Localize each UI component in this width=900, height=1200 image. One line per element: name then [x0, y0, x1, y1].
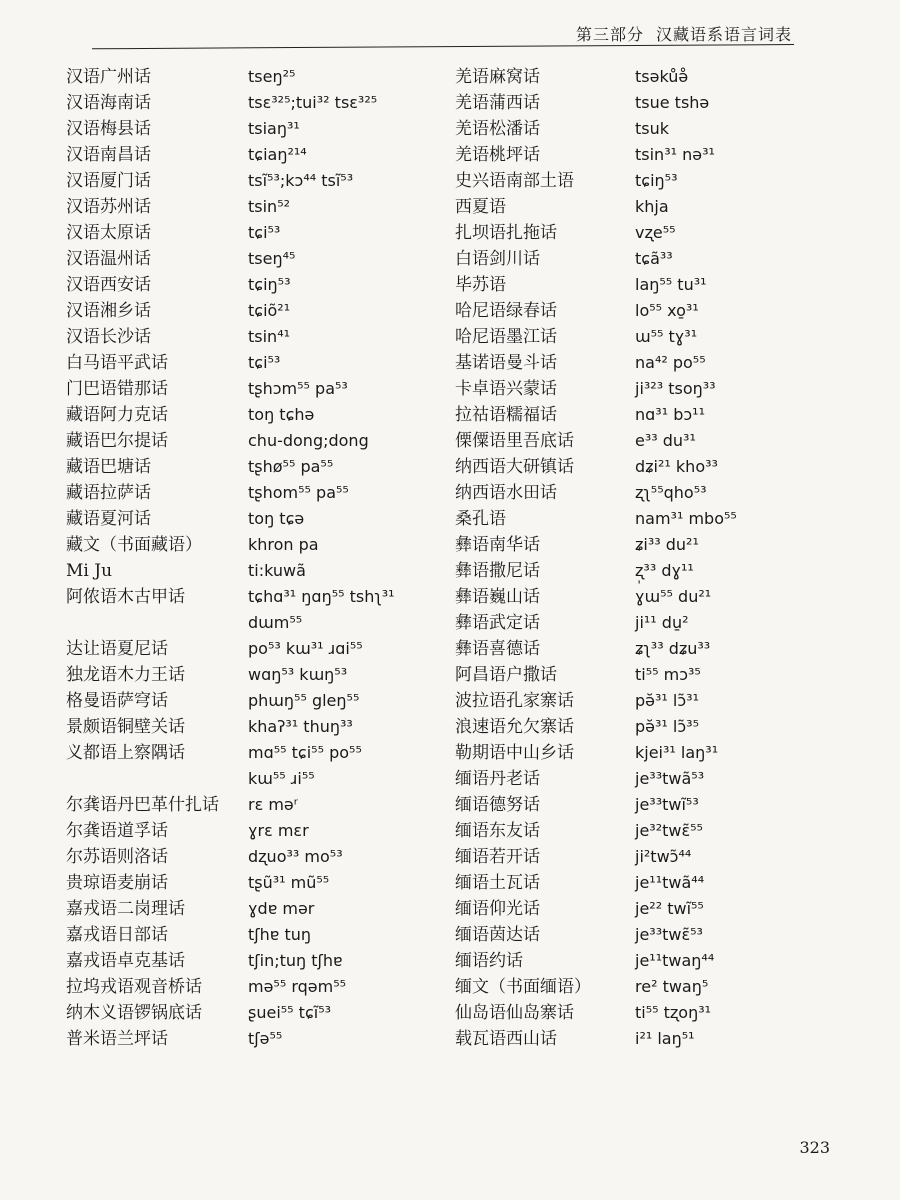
word-form: tʂhø⁵⁵ pa⁵⁵: [248, 457, 334, 476]
word-entry: [66, 584, 436, 636]
word-form: tʃin;tuŋ tʃhɐ: [248, 951, 343, 970]
word-form: ji²twɔ̃⁴⁴: [635, 847, 692, 866]
word-form: ti⁵⁵ mɔ³⁵: [635, 665, 701, 684]
language-name: 独龙语木力王话: [66, 665, 185, 685]
word-form: tseŋ⁴⁵: [248, 249, 296, 268]
word-entry: [66, 532, 436, 558]
word-entry: [66, 350, 436, 376]
word-form: ɣrɛ mɛr: [248, 821, 309, 840]
language-name: 白语剑川话: [455, 249, 540, 269]
word-form: tɕi⁵³: [248, 223, 281, 242]
word-form: tsin⁴¹: [248, 327, 291, 346]
word-entry: [455, 896, 855, 922]
language-name: 汉语温州话: [66, 249, 151, 269]
word-entry: [455, 480, 855, 506]
header-title: 汉藏语系语言词表: [655, 25, 792, 44]
word-entry: [66, 168, 436, 194]
language-name: 缅语若开话: [455, 847, 540, 867]
language-name: 义都语上察隅话: [66, 743, 185, 763]
word-entry: [66, 922, 436, 948]
language-name: 彝语武定话: [455, 613, 540, 633]
language-name: 西夏语: [455, 197, 506, 217]
word-form: tsiaŋ³¹: [248, 119, 300, 138]
word-entry: [66, 376, 436, 402]
word-entry: [455, 532, 855, 558]
word-form: toŋ tɕhə: [248, 405, 315, 424]
language-name: 景颇语铜壁关话: [66, 717, 185, 737]
word-form: tsin⁵²: [248, 197, 291, 216]
language-name: 基诺语曼斗话: [455, 353, 557, 373]
word-entry: [455, 220, 855, 246]
language-name: 载瓦语西山话: [455, 1029, 557, 1049]
language-name: 汉语梅县话: [66, 119, 151, 139]
word-entry: [455, 818, 855, 844]
word-form: phɯŋ⁵⁵ gleŋ⁵⁵: [248, 691, 360, 710]
word-entry: [455, 844, 855, 870]
language-name: 彝语撒尼话: [455, 561, 540, 581]
language-name: 缅语丹老话: [455, 769, 540, 789]
language-name: 尔龚语道孚话: [66, 821, 168, 841]
right-column: [455, 64, 855, 1052]
word-entry: [66, 64, 436, 90]
word-entry: [455, 142, 855, 168]
language-name: 尔苏语则洛话: [66, 847, 168, 867]
word-form: laŋ⁵⁵ tu³¹: [635, 275, 707, 294]
header-rule: [92, 44, 794, 49]
language-name: 汉语长沙话: [66, 327, 151, 347]
word-entry: [455, 558, 855, 584]
word-form: chu-dong;dong: [248, 431, 369, 450]
word-entry: [455, 636, 855, 662]
language-name: 阿侬语木古甲话: [66, 587, 185, 607]
word-form: ji³²³ tsoŋ³³: [635, 379, 716, 398]
word-entry: [455, 610, 855, 636]
language-name: 仙岛语仙岛寨话: [455, 1003, 574, 1023]
word-form: lo⁵⁵ xo̱³¹: [635, 301, 699, 320]
word-form: je³²twɛ̃⁵⁵: [635, 821, 703, 840]
word-form: mɑ⁵⁵ tɕi⁵⁵ po⁵⁵ kɯ⁵⁵ ɹi⁵⁵: [248, 743, 362, 788]
language-name: 嘉戎语二岗理话: [66, 899, 185, 919]
language-name: 贵琼语麦崩话: [66, 873, 168, 893]
word-entry: [66, 402, 436, 428]
word-form: po⁵³ kɯ³¹ ɹɑi⁵⁵: [248, 639, 363, 658]
word-entry: [66, 194, 436, 220]
word-entry: [66, 428, 436, 454]
word-form: rɛ məʳ: [248, 795, 298, 814]
language-name: 缅语茵达话: [455, 925, 540, 945]
word-form: tɕiaŋ²¹⁴: [248, 145, 307, 164]
language-name: 哈尼语墨江话: [455, 327, 557, 347]
language-name: 藏语拉萨话: [66, 483, 151, 503]
word-form: ti⁵⁵ tʐoŋ³¹: [635, 1003, 712, 1022]
word-form: tseŋ²⁵: [248, 67, 296, 86]
word-form: nam³¹ mbo⁵⁵: [635, 509, 737, 528]
word-entry: [455, 246, 855, 272]
language-name: 汉语厦门话: [66, 171, 151, 191]
language-name: 嘉戎语日部话: [66, 925, 168, 945]
language-name: 傈僳语里吾底话: [455, 431, 574, 451]
language-name: 桑孔语: [455, 509, 506, 529]
language-name: 缅语仰光话: [455, 899, 540, 919]
page-number: 323: [799, 1138, 830, 1157]
language-name: 缅语土瓦话: [455, 873, 540, 893]
word-entry: [66, 90, 436, 116]
word-form: ɣdɐ mər: [248, 899, 315, 918]
word-form: tɕiŋ⁵³: [248, 275, 291, 294]
header-part: 第三部分: [575, 25, 644, 44]
word-form: ɣɯ⁵⁵ du²¹: [635, 587, 712, 606]
word-entry: [66, 792, 436, 818]
word-form: je²² twĩ⁵⁵: [635, 899, 704, 918]
language-name: 汉语湘乡话: [66, 301, 151, 321]
word-form: kjei³¹ laŋ³¹: [635, 743, 719, 762]
word-form: tʂhɔm⁵⁵ pa⁵³: [248, 379, 348, 398]
language-name: 羌语麻窝话: [455, 67, 540, 87]
word-entry: [66, 896, 436, 922]
word-form: nɑ³¹ bɔ¹¹: [635, 405, 705, 424]
word-form: je¹¹twã⁴⁴: [635, 873, 705, 892]
left-column: [66, 64, 436, 1052]
word-entry: [455, 766, 855, 792]
word-form: tʂhom⁵⁵ pa⁵⁵: [248, 483, 349, 502]
word-entry: [66, 272, 436, 298]
language-name: 达让语夏尼话: [66, 639, 168, 659]
word-entry: [455, 922, 855, 948]
word-form: tsɛ³²⁵;tui³² tsɛ³²⁵: [248, 93, 378, 112]
word-entry: [66, 870, 436, 896]
word-form: tʂũ³¹ mũ⁵⁵: [248, 873, 330, 892]
word-form: je¹¹twaŋ⁴⁴: [635, 951, 715, 970]
word-form: tsuk: [635, 119, 670, 138]
language-name: 普米语兰坪话: [66, 1029, 168, 1049]
language-name: 藏语阿力克话: [66, 405, 168, 425]
language-name: 波拉语孔家寨话: [455, 691, 574, 711]
word-entry: [66, 142, 436, 168]
word-form: pə̆³¹ lɔ̃³¹: [635, 691, 699, 710]
word-entry: [66, 454, 436, 480]
word-form: ɯ⁵⁵ tɣ³¹: [635, 327, 698, 346]
word-entry: [66, 220, 436, 246]
word-entry: [455, 64, 855, 90]
language-name: 汉语西安话: [66, 275, 151, 295]
language-name: 彝语南华话: [455, 535, 540, 555]
word-entry: [455, 974, 855, 1000]
language-name: 毕苏语: [455, 275, 506, 295]
word-form: tɕiõ²¹: [248, 301, 291, 320]
language-name: 卡卓语兴蒙话: [455, 379, 557, 399]
language-name: 汉语苏州话: [66, 197, 151, 217]
word-form: tʃə⁵⁵: [248, 1029, 283, 1048]
word-form: khja: [635, 197, 669, 216]
word-form: toŋ tɕə: [248, 509, 305, 528]
word-form: na⁴² po⁵⁵: [635, 353, 706, 372]
word-form: tsin³¹ nə³¹: [635, 145, 715, 164]
word-form: dʐuo³³ mo⁵³: [248, 847, 343, 866]
language-name: 藏文（书面藏语）: [66, 535, 202, 555]
word-form: mə⁵⁵ rqəm⁵⁵: [248, 977, 347, 996]
language-name: 浪速语允欠寨话: [455, 717, 574, 737]
language-name: 纳西语水田话: [455, 483, 557, 503]
language-name: 勒期语中山乡话: [455, 743, 574, 763]
word-entry: [455, 194, 855, 220]
word-form: je³³twĩ⁵³: [635, 795, 699, 814]
running-header: [576, 22, 792, 45]
word-form: ʐʅ⁵⁵qho⁵³: [635, 483, 707, 502]
word-entry: [66, 636, 436, 662]
word-form: ʂuei⁵⁵ tɕĩ⁵³: [248, 1003, 332, 1022]
word-entry: [455, 168, 855, 194]
word-form: ʑi³³ du²¹: [635, 535, 699, 554]
word-entry: [455, 116, 855, 142]
word-entry: [455, 428, 855, 454]
language-name: 拉坞戎语观音桥话: [66, 977, 202, 997]
word-entry: [455, 350, 855, 376]
language-name: 藏语巴塘话: [66, 457, 151, 477]
language-name: 尔龚语丹巴革什扎话: [66, 795, 219, 815]
word-form: tʃhɐ tuŋ: [248, 925, 312, 944]
language-name: 缅语德努话: [455, 795, 540, 815]
language-name: 缅文（书面缅语）: [455, 977, 591, 997]
word-form: vʐe⁵⁵: [635, 223, 676, 242]
language-name: 汉语南昌话: [66, 145, 151, 165]
word-form: tɕiŋ⁵³: [635, 171, 678, 190]
word-form: tsəkůə̊: [635, 67, 689, 86]
word-entry: [455, 740, 855, 766]
word-entry: [66, 714, 436, 740]
word-entry: [66, 688, 436, 714]
language-name: 藏语夏河话: [66, 509, 151, 529]
language-name: 缅语东友话: [455, 821, 540, 841]
word-entry: [66, 844, 436, 870]
word-entry: [66, 480, 436, 506]
word-entry: [66, 662, 436, 688]
language-name: 羌语蒲西话: [455, 93, 540, 113]
word-form: dʑi²¹ kho³³: [635, 457, 718, 476]
word-entry: [455, 90, 855, 116]
word-form: ji¹¹ du̱²: [635, 613, 689, 632]
word-entry: [66, 558, 436, 584]
language-name: 嘉戎语卓克基话: [66, 951, 185, 971]
language-name: 羌语桃坪话: [455, 145, 540, 165]
language-name: 彝语巍山话: [455, 587, 540, 607]
language-name: 史兴语南部土语: [455, 171, 574, 191]
word-entry: [455, 376, 855, 402]
word-form: i²¹ laŋ⁵¹: [635, 1029, 695, 1048]
word-entry: [455, 454, 855, 480]
word-entry: [66, 1000, 436, 1026]
language-name: 门巴语错那话: [66, 379, 168, 399]
language-name: 汉语太原话: [66, 223, 151, 243]
word-entry: [66, 740, 436, 792]
language-name: 阿昌语户撒话: [455, 665, 557, 685]
word-entry: [66, 818, 436, 844]
language-name: 纳木义语锣锅底话: [66, 1003, 202, 1023]
word-entry: [66, 246, 436, 272]
word-entry: [455, 714, 855, 740]
word-entry: [66, 324, 436, 350]
word-entry: [455, 688, 855, 714]
word-entry: [66, 948, 436, 974]
language-name: 汉语广州话: [66, 67, 151, 87]
language-name: 缅语约话: [455, 951, 523, 971]
word-form: e³³ du³¹: [635, 431, 696, 450]
word-entry: [455, 298, 855, 324]
word-form: tɕhɑ³¹ ŋɑŋ⁵⁵ tshʅ³¹ dɯm⁵⁵: [248, 587, 395, 632]
word-entry: [66, 506, 436, 532]
word-form: wɑŋ⁵³ kɯŋ⁵³: [248, 665, 348, 684]
word-entry: [455, 662, 855, 688]
word-form: je³³twã⁵³: [635, 769, 705, 788]
word-entry: [455, 272, 855, 298]
word-form: je³³twɛ̃⁵³: [635, 925, 703, 944]
language-name: 拉祜语糯福话: [455, 405, 557, 425]
language-name: 纳西语大研镇话: [455, 457, 574, 477]
word-entry: [455, 1026, 855, 1052]
word-form: re² twaŋ⁵: [635, 977, 709, 996]
word-entry: [455, 1000, 855, 1026]
word-entry: [66, 116, 436, 142]
word-form: tɕã³³: [635, 249, 673, 268]
word-form: khaʔ³¹ thuŋ³³: [248, 717, 353, 736]
word-form: ti:kuwã: [248, 561, 306, 580]
language-name: 藏语巴尔提话: [66, 431, 168, 451]
word-entry: [455, 870, 855, 896]
word-entry: [455, 324, 855, 350]
language-name: 白马语平武话: [66, 353, 168, 373]
language-name: 羌语松潘话: [455, 119, 540, 139]
word-form: tɕi⁵³: [248, 353, 281, 372]
word-form: ʐ̩³³ dɣ¹¹: [635, 561, 694, 580]
word-form: tsue tshə: [635, 93, 710, 112]
word-form: ʑʅ³³ dʑu³³: [635, 639, 711, 658]
word-entry: [455, 792, 855, 818]
word-entry: [66, 298, 436, 324]
word-form: pə̆³¹ lɔ̃³⁵: [635, 717, 699, 736]
word-entry: [455, 948, 855, 974]
word-entry: [455, 402, 855, 428]
language-name: 彝语喜德话: [455, 639, 540, 659]
word-entry: [66, 974, 436, 1000]
language-name: 扎坝语扎拖话: [455, 223, 557, 243]
word-entry: [66, 1026, 436, 1052]
language-name: 格曼语萨穹话: [66, 691, 168, 711]
language-name: Mi Ju: [66, 561, 113, 581]
word-entry: [455, 584, 855, 610]
language-name: 哈尼语绿春话: [455, 301, 557, 321]
language-name: 汉语海南话: [66, 93, 151, 113]
word-entry: [455, 506, 855, 532]
word-form: khron pa: [248, 535, 319, 554]
word-form: tsĩ⁵³;kɔ⁴⁴ tsĩ⁵³: [248, 171, 354, 190]
